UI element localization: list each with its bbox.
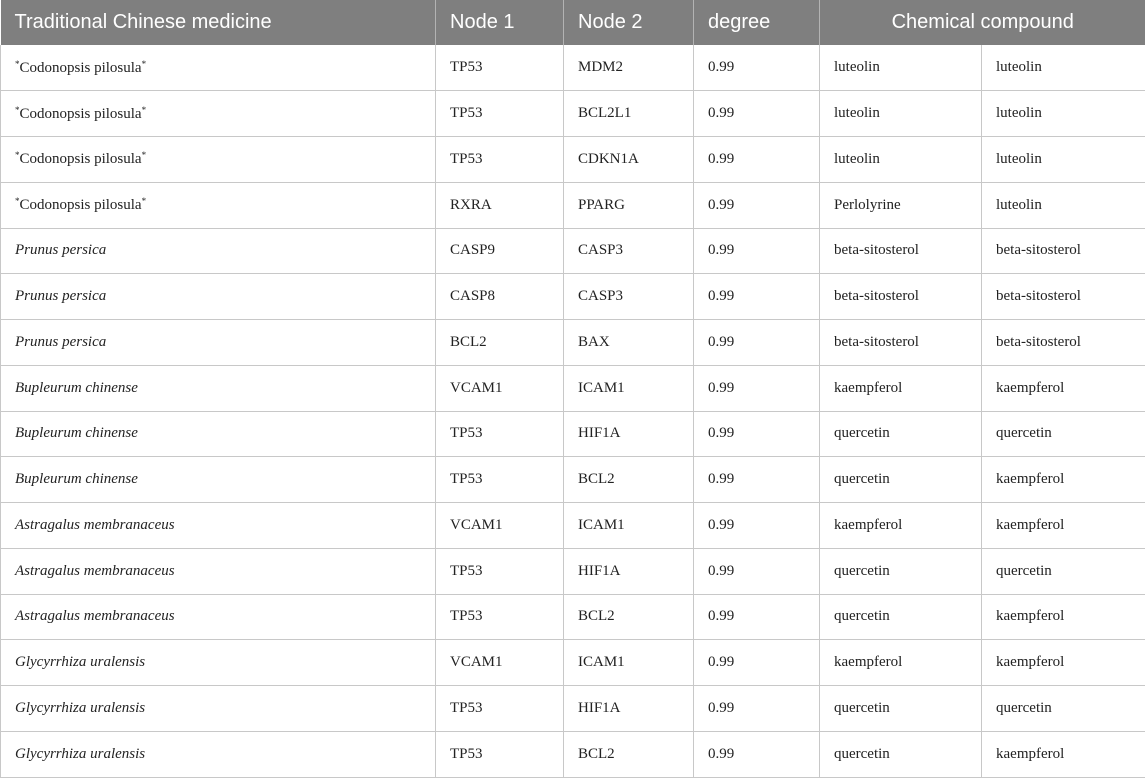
herb-name: Prunus persica [15,334,106,350]
cell-herb [1,274,436,320]
table-row [1,137,1145,183]
cell-degree: 0.99 [694,548,820,594]
table-row [1,686,1145,732]
cell-node1: TP53 [436,45,564,91]
cell-degree: 0.99 [694,45,820,91]
herb-name: Astragalus membranaceus [15,517,175,533]
cell-compound-2: kaempferol [982,503,1145,549]
table-row [1,548,1145,594]
cell-node1: VCAM1 [436,640,564,686]
cell-node1: TP53 [436,411,564,457]
cell-node2: MDM2 [564,45,694,91]
cell-compound-2: beta-sitosterol [982,320,1145,366]
cell-compound-2: kaempferol [982,640,1145,686]
cell-degree: 0.99 [694,365,820,411]
herb-name: Glycyrrhiza uralensis [15,654,145,670]
table-row [1,640,1145,686]
asterisk-mark: * [15,59,20,69]
cell-degree: 0.99 [694,731,820,777]
cell-herb [1,228,436,274]
cell-compound-1: beta-sitosterol [820,228,982,274]
cell-compound-2: kaempferol [982,365,1145,411]
header-row [1,0,1145,45]
table-row [1,228,1145,274]
herb-name: Prunus persica [15,242,106,258]
herb-name: Codonopsis pilosula [20,60,142,76]
cell-node2: BCL2 [564,731,694,777]
cell-compound-1: luteolin [820,45,982,91]
cell-compound-1: luteolin [820,91,982,137]
cell-compound-1: quercetin [820,548,982,594]
cell-compound-1: quercetin [820,411,982,457]
cell-node1: TP53 [436,548,564,594]
cell-compound-2: luteolin [982,91,1145,137]
herb-name: Bupleurum chinense [15,380,138,396]
cell-degree: 0.99 [694,91,820,137]
cell-compound-2: luteolin [982,45,1145,91]
header-compound: Chemical compound [820,0,1145,45]
cell-compound-1: beta-sitosterol [820,320,982,366]
header-node1: Node 1 [436,0,564,45]
table-row [1,365,1145,411]
cell-node1: VCAM1 [436,365,564,411]
cell-compound-2: kaempferol [982,594,1145,640]
table-row [1,457,1145,503]
cell-node1: TP53 [436,457,564,503]
herb-name: Glycyrrhiza uralensis [15,746,145,762]
herb-name: Glycyrrhiza uralensis [15,700,145,716]
cell-compound-1: quercetin [820,731,982,777]
cell-node2: HIF1A [564,411,694,457]
cell-node1: TP53 [436,91,564,137]
asterisk-mark: * [142,150,147,160]
cell-degree: 0.99 [694,137,820,183]
cell-compound-2: quercetin [982,686,1145,732]
cell-node2: CDKN1A [564,137,694,183]
header-degree: degree [694,0,820,45]
herb-name: Prunus persica [15,288,106,304]
table-body [1,45,1145,777]
cell-compound-2: quercetin [982,411,1145,457]
header-tcm: Traditional Chinese medicine [1,0,436,45]
table-row [1,731,1145,777]
cell-node2: HIF1A [564,686,694,732]
cell-compound-1: luteolin [820,137,982,183]
herb-name: Bupleurum chinense [15,425,138,441]
cell-compound-2: beta-sitosterol [982,274,1145,320]
cell-herb [1,548,436,594]
cell-herb [1,320,436,366]
cell-node2: ICAM1 [564,365,694,411]
table-header [1,0,1145,45]
asterisk-mark: * [15,196,20,206]
herb-name: Astragalus membranaceus [15,563,175,579]
cell-compound-2: luteolin [982,182,1145,228]
table-row [1,503,1145,549]
cell-compound-1: kaempferol [820,365,982,411]
cell-herb [1,731,436,777]
cell-node1: CASP8 [436,274,564,320]
table-row [1,182,1145,228]
cell-degree: 0.99 [694,320,820,366]
cell-degree: 0.99 [694,594,820,640]
cell-compound-2: quercetin [982,548,1145,594]
cell-node2: BCL2 [564,594,694,640]
herb-name: Astragalus membranaceus [15,608,175,624]
cell-herb [1,182,436,228]
table-row [1,274,1145,320]
cell-node1: TP53 [436,731,564,777]
cell-herb [1,640,436,686]
cell-compound-1: quercetin [820,594,982,640]
cell-herb [1,411,436,457]
cell-node2: BCL2L1 [564,91,694,137]
cell-degree: 0.99 [694,457,820,503]
asterisk-mark: * [142,196,147,206]
cell-degree: 0.99 [694,686,820,732]
cell-degree: 0.99 [694,228,820,274]
table-row [1,320,1145,366]
cell-degree: 0.99 [694,503,820,549]
cell-node2: BAX [564,320,694,366]
cell-compound-2: luteolin [982,137,1145,183]
cell-compound-1: beta-sitosterol [820,274,982,320]
cell-herb [1,457,436,503]
cell-node2: CASP3 [564,228,694,274]
herb-name: Codonopsis pilosula [20,197,142,213]
cell-node2: PPARG [564,182,694,228]
table-row [1,594,1145,640]
cell-herb [1,91,436,137]
table-row [1,45,1145,91]
herb-name: Codonopsis pilosula [20,106,142,122]
cell-node1: TP53 [436,137,564,183]
cell-degree: 0.99 [694,411,820,457]
asterisk-mark: * [15,105,20,115]
cell-node2: ICAM1 [564,503,694,549]
cell-compound-1: kaempferol [820,503,982,549]
cell-node1: CASP9 [436,228,564,274]
table-row [1,411,1145,457]
cell-compound-1: quercetin [820,457,982,503]
asterisk-mark: * [142,105,147,115]
cell-compound-2: beta-sitosterol [982,228,1145,274]
cell-herb [1,365,436,411]
cell-degree: 0.99 [694,274,820,320]
cell-compound-1: quercetin [820,686,982,732]
cell-herb [1,686,436,732]
herb-name: Codonopsis pilosula [20,151,142,167]
cell-node2: BCL2 [564,457,694,503]
herb-name: Bupleurum chinense [15,471,138,487]
cell-compound-1: Perlolyrine [820,182,982,228]
cell-herb [1,45,436,91]
cell-node1: VCAM1 [436,503,564,549]
cell-compound-1: kaempferol [820,640,982,686]
cell-herb [1,594,436,640]
cell-compound-2: kaempferol [982,457,1145,503]
asterisk-mark: * [142,59,147,69]
cell-node2: CASP3 [564,274,694,320]
cell-herb [1,137,436,183]
table-row [1,91,1145,137]
cell-node1: TP53 [436,594,564,640]
cell-compound-2: kaempferol [982,731,1145,777]
asterisk-mark: * [15,150,20,160]
cell-node1: BCL2 [436,320,564,366]
cell-node1: RXRA [436,182,564,228]
header-node2: Node 2 [564,0,694,45]
cell-node2: HIF1A [564,548,694,594]
cell-degree: 0.99 [694,182,820,228]
cell-node1: TP53 [436,686,564,732]
cell-degree: 0.99 [694,640,820,686]
cell-herb [1,503,436,549]
cell-node2: ICAM1 [564,640,694,686]
